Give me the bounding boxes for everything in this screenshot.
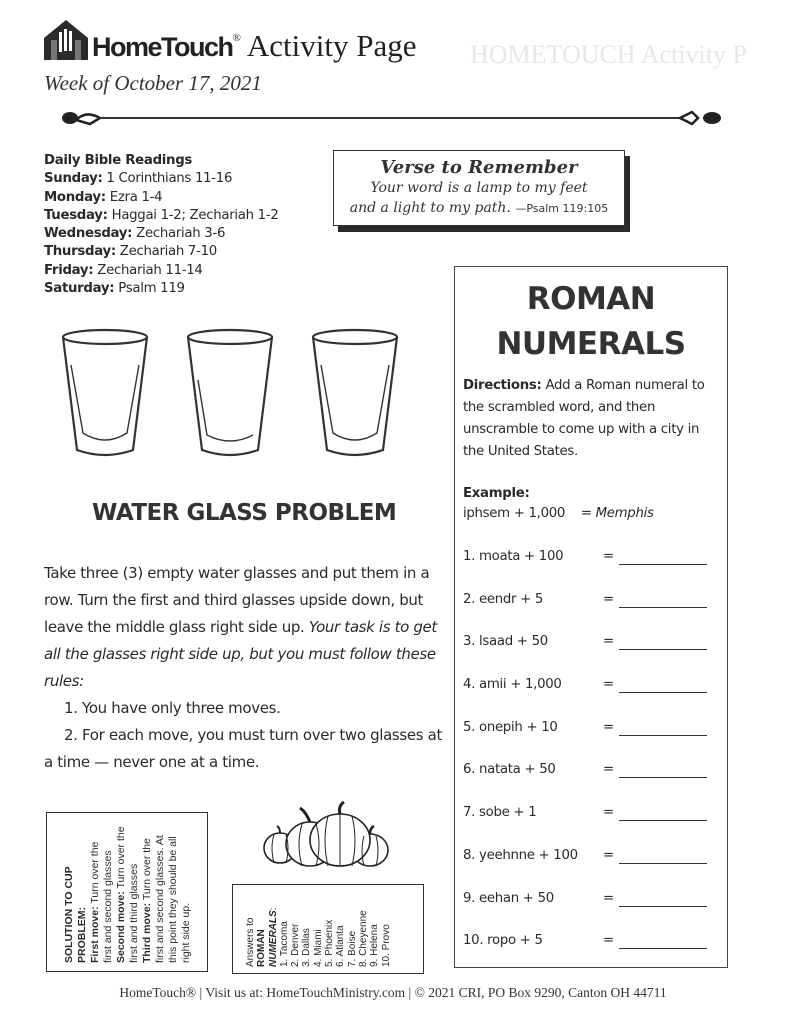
answer-blank[interactable] xyxy=(619,607,707,608)
reading-row xyxy=(44,207,279,225)
problem-text: 1. moata + 100 xyxy=(463,549,564,564)
solution-move-label: Second move: xyxy=(115,891,127,963)
answer-item: 4. Miami xyxy=(312,929,324,967)
roman-problem xyxy=(463,545,723,588)
problem-text: 5. onepih + 10 xyxy=(463,719,558,735)
show-through-ghost: HOMETOUCH Activity P xyxy=(470,40,747,69)
roman-title-line-1: ROMAN xyxy=(526,281,656,317)
example-equals: = xyxy=(580,506,592,521)
water-glass-problem-text xyxy=(44,560,444,776)
roman-problem xyxy=(463,887,723,930)
answers-heading-3: NUMERALS xyxy=(267,910,279,967)
example-answer: Memphis xyxy=(595,506,654,521)
roman-problem xyxy=(463,844,723,887)
solution-heading: SOLUTION TO CUP PROBLEM: xyxy=(63,866,88,963)
reading-row xyxy=(44,262,279,280)
glass-3 xyxy=(313,330,397,455)
answer-blank[interactable] xyxy=(619,735,707,736)
reading-row xyxy=(44,170,279,188)
bible-readings-heading: Daily Bible Readings xyxy=(44,153,193,168)
answer-blank[interactable] xyxy=(619,692,707,693)
solution-move-text: Turn over the first and third glasses xyxy=(115,826,140,963)
reading-day: Wednesday: xyxy=(44,226,133,242)
reading-row xyxy=(44,243,279,261)
hometouch-logo-icon xyxy=(44,18,88,62)
roman-problem-list xyxy=(463,545,723,972)
problem-text: 2. eendr + 5 xyxy=(463,591,544,607)
glass-1 xyxy=(63,330,147,455)
reading-passage: 1 Corinthians 11-16 xyxy=(106,171,233,187)
answers-text xyxy=(245,887,392,967)
roman-title-line-2: NUMERALS xyxy=(496,326,686,362)
answer-item: 2. Denver xyxy=(290,923,302,967)
roman-problem xyxy=(463,588,723,631)
roman-problem xyxy=(463,716,723,759)
solution-text xyxy=(63,823,193,963)
problem-text: 9. eehan + 50 xyxy=(463,890,554,906)
problem-text: 3. lsaad + 50 xyxy=(463,634,548,650)
equals-sign: = xyxy=(603,549,614,564)
glass-2 xyxy=(188,330,272,455)
equals-sign: = xyxy=(603,762,614,778)
reading-passage: Zechariah 7-10 xyxy=(119,244,217,260)
equals-sign: = xyxy=(603,677,614,693)
water-glasses-icon xyxy=(55,325,415,465)
reading-passage: Psalm 119 xyxy=(118,281,185,297)
problem-rule-text: 2. For each move, you must turn over two glasses at a time — never one at a time. xyxy=(44,726,442,771)
answer-blank[interactable] xyxy=(619,948,707,949)
verse-line-2: and a light to my path. xyxy=(349,200,511,216)
page-title: Activity Page xyxy=(246,28,417,63)
reading-day: Tuesday: xyxy=(44,207,108,223)
answer-item: 5. Phoenix xyxy=(324,919,336,967)
equals-sign: = xyxy=(603,890,614,906)
directions-text: Add a Roman numeral to the scrambled word, and then unscramble to come up with a city in the United States. xyxy=(463,378,705,459)
roman-problem xyxy=(463,801,723,844)
answer-blank[interactable] xyxy=(619,906,707,907)
answer-item: 1. Tacoma xyxy=(278,921,290,967)
cup-problem-solution-box xyxy=(46,812,208,972)
problem-text: 4. amii + 1,000 xyxy=(463,677,562,693)
problem-text: 10. ropo + 5 xyxy=(463,933,543,949)
problem-intro: Take three (3) empty water glasses and put them in a row. Turn the first and third glasses upside down, but leave the middle glass right side up. xyxy=(44,564,430,636)
roman-example xyxy=(463,484,654,524)
answer-blank[interactable] xyxy=(619,863,707,864)
reading-day: Friday: xyxy=(44,262,94,278)
verse-to-remember-box xyxy=(333,150,625,226)
equals-sign: = xyxy=(603,847,614,863)
directions-label: Directions: xyxy=(463,378,542,393)
answers-heading-2: ROMAN xyxy=(256,929,268,967)
reading-row xyxy=(44,225,279,243)
problem-rule: 1. You have only three moves. xyxy=(64,699,281,717)
reading-day: Sunday: xyxy=(44,171,103,187)
reading-passage: Haggai 1-2; Zechariah 1-2 xyxy=(111,207,279,223)
answer-item: 8. Cheyenne xyxy=(357,910,369,967)
reading-day: Thursday: xyxy=(44,244,116,260)
equals-sign: = xyxy=(603,634,614,650)
page-footer: HomeTouch® | Visit us at: HomeTouchMinistry.com | © 2021 CRI, PO Box 9290, Canton OH 44711 xyxy=(119,985,667,1000)
brand-name: HomeTouch xyxy=(92,32,233,62)
verse-reference: —Psalm 119:105 xyxy=(515,202,609,215)
daily-bible-readings xyxy=(44,152,279,298)
roman-numerals-answers-box xyxy=(232,884,424,974)
solution-move-label: Third move: xyxy=(141,902,153,963)
ornamental-divider-icon xyxy=(60,108,730,128)
equals-sign: = xyxy=(603,805,614,821)
solution-move-text: Turn over the first and second glasses xyxy=(89,841,114,963)
answer-blank[interactable] xyxy=(619,564,707,565)
problem-text: 7. sobe + 1 xyxy=(463,805,537,821)
answer-blank[interactable] xyxy=(619,649,707,650)
reading-passage: Zechariah 11-14 xyxy=(97,262,203,278)
equals-sign: = xyxy=(603,591,614,607)
reading-row xyxy=(44,280,279,298)
reading-row xyxy=(44,189,279,207)
answer-item: 10. Provo xyxy=(380,924,392,967)
roman-problem xyxy=(463,673,723,716)
example-problem: iphsem + 1,000 xyxy=(463,506,566,521)
answer-item: 9. Helena xyxy=(369,924,381,967)
equals-sign: = xyxy=(603,719,614,735)
solution-move-text: Turn over the first and second glasses. At this point they should be all right side up. xyxy=(141,835,192,963)
problem-text: 8. yeehnne + 100 xyxy=(463,847,578,863)
roman-problem xyxy=(463,929,723,972)
answer-item: 3. Dallas xyxy=(301,928,313,967)
answers-heading-1: Answers to xyxy=(245,917,256,967)
answer-blank[interactable] xyxy=(619,777,707,778)
roman-problem xyxy=(463,758,723,801)
reading-day: Saturday: xyxy=(44,281,115,297)
reading-day: Monday: xyxy=(44,189,106,205)
verse-title: Verse to Remember xyxy=(380,157,578,178)
brand-registered-mark: ® xyxy=(232,32,241,44)
answer-blank[interactable] xyxy=(619,820,707,821)
problem-text: 6. natata + 50 xyxy=(463,762,556,778)
pumpkins-icon xyxy=(258,800,398,872)
week-date: Week of October 17, 2021 xyxy=(44,71,262,95)
roman-problem xyxy=(463,630,723,673)
roman-numerals-title xyxy=(455,277,727,367)
brand-title xyxy=(92,28,417,64)
answer-item: 7. Boise xyxy=(346,930,358,967)
answers-heading-colon: : xyxy=(267,907,279,911)
verse-line-1: Your word is a lamp to my feet xyxy=(370,180,588,196)
answer-item: 6. Atlanta xyxy=(335,925,347,967)
problem-task: Your task is to get all the glasses right side up, but you must follow these rules: xyxy=(44,618,437,690)
reading-passage: Ezra 1-4 xyxy=(109,189,163,205)
roman-directions xyxy=(463,375,719,463)
roman-numerals-box xyxy=(454,266,728,968)
example-label: Example: xyxy=(463,486,530,501)
verse-line-2-wrap xyxy=(334,198,624,219)
water-glass-problem-title: WATER GLASS PROBLEM xyxy=(92,500,397,526)
equals-sign: = xyxy=(603,933,614,949)
solution-move-label: First move: xyxy=(89,906,101,963)
problem-rule xyxy=(44,722,444,776)
reading-passage: Zechariah 3-6 xyxy=(136,226,226,242)
